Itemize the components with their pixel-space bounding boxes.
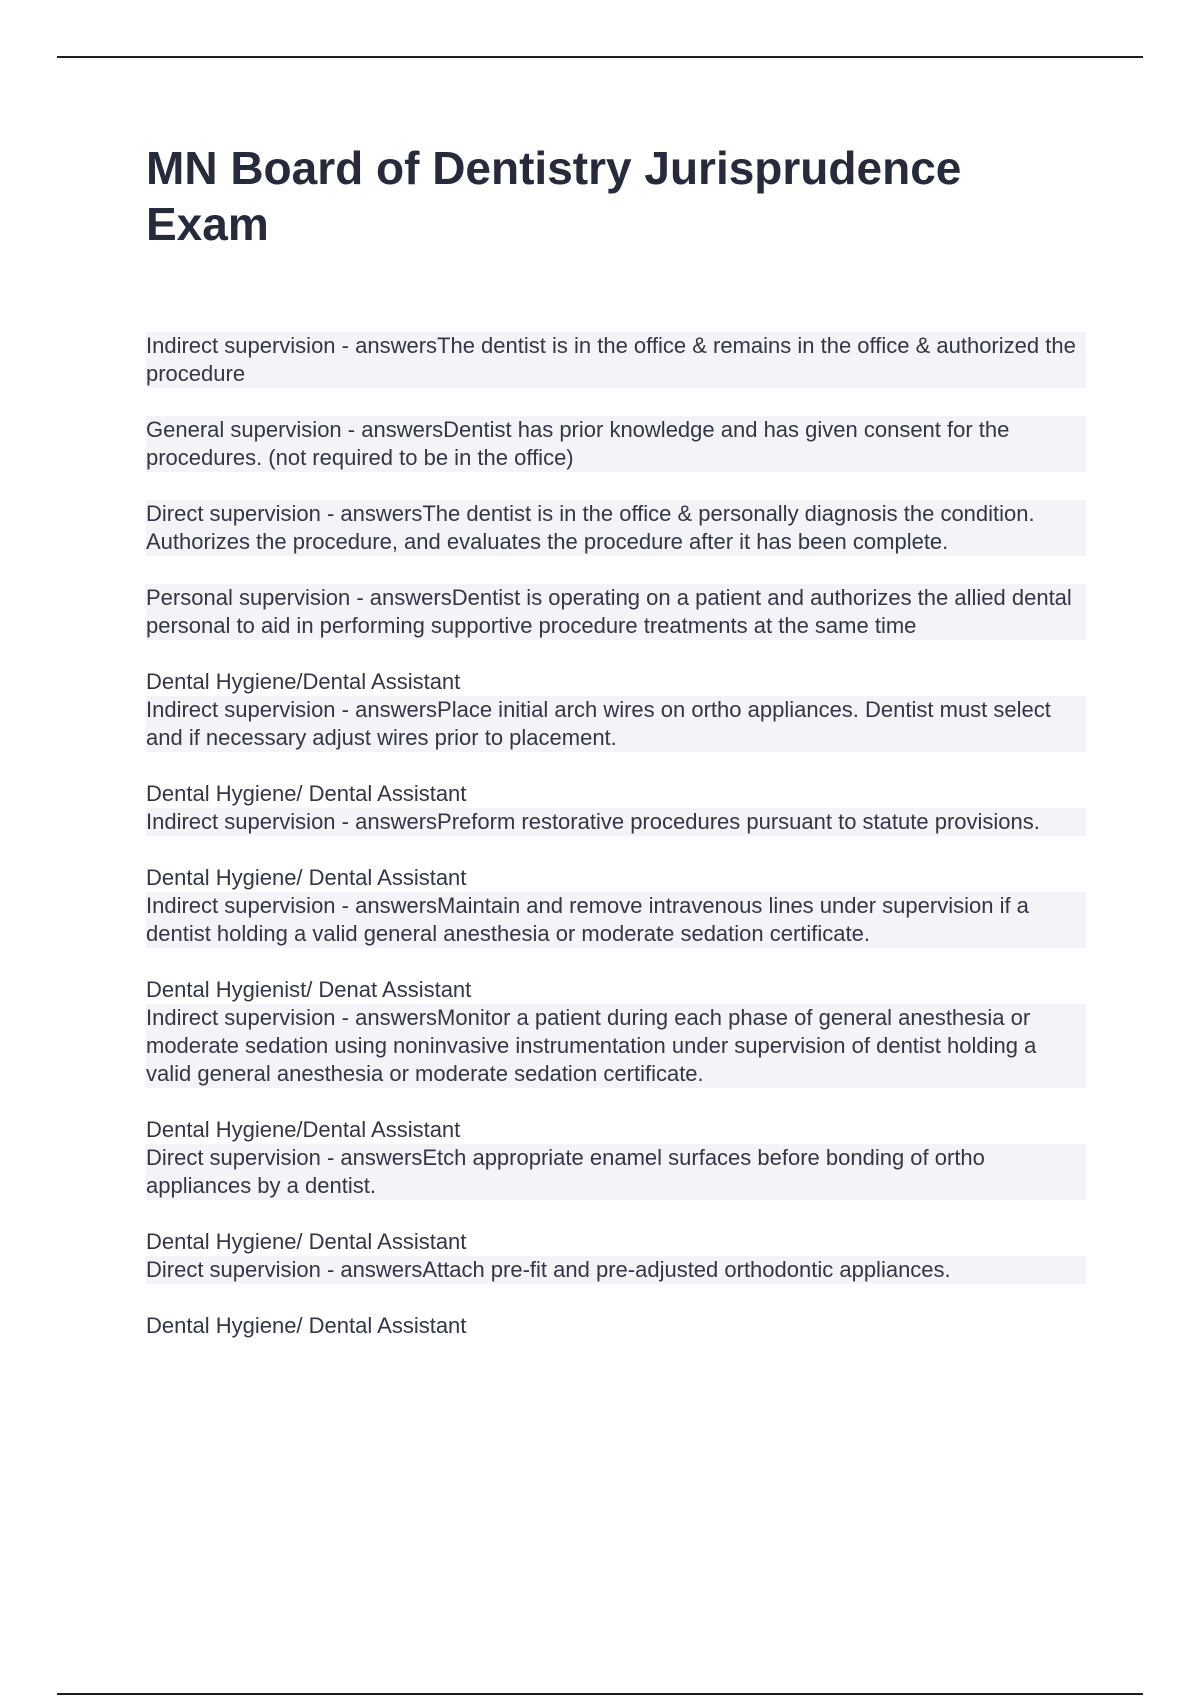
entry-answer: Etch appropriate enamel surfaces before bonding of ortho appliances by a dentist. [146,1145,985,1198]
entry-term: Personal supervision [146,585,351,610]
top-rule [57,56,1143,58]
entry-text [146,696,1086,752]
flashcard-entry [146,500,1086,556]
document-body [146,140,1086,1368]
entry-separator: - answers [335,333,438,358]
entry-answer: Maintain and remove intravenous lines under supervision if a dentist holding a valid general anesthesia or moderate sedation certificate. [146,893,1029,946]
flashcard-list [146,332,1086,1340]
entry-answer: Dentist is operating on a patient and authorizes the allied dental personal to aid in performing supportive procedure treatments at the same time [146,585,1072,638]
bottom-rule [57,1693,1143,1695]
entry-separator: - answers [320,1257,423,1282]
entry-heading: Dental Hygiene/Dental Assistant [146,1117,461,1142]
entry-answer: Monitor a patient during each phase of general anesthesia or moderate sedation using noninvasive instrumentation under supervision of dentist holding a valid general anesthesia or moderate sedation certificate. [146,1005,1037,1086]
entry-term: Indirect supervision [146,1005,336,1030]
flashcard-entry [146,1312,1086,1340]
flashcard-entry [146,584,1086,640]
entry-text [146,892,1086,948]
flashcard-entry [146,416,1086,472]
entry-answer: Place initial arch wires on ortho appliances. Dentist must select and if necessary adjust wires prior to placement. [146,697,1051,750]
entry-text [146,1004,1086,1088]
entry-term: Direct supervision [146,1145,321,1170]
entry-text [146,500,1086,556]
entry-answer: Preform restorative procedures pursuant to statute provisions. [437,809,1040,834]
entry-term: Direct supervision [146,501,321,526]
entry-heading: Dental Hygiene/ Dental Assistant [146,781,467,806]
flashcard-entry [146,780,1086,836]
entry-heading: Dental Hygiene/ Dental Assistant [146,1229,467,1254]
entry-term: Direct supervision [146,1257,321,1282]
entry-term: Indirect supervision [146,809,336,834]
entry-heading: Dental Hygiene/ Dental Assistant [146,1313,467,1338]
flashcard-entry [146,668,1086,752]
entry-answer: The dentist is in the office & remains in the office & authorized the procedure [146,333,1076,386]
entry-text [146,1256,1086,1284]
flashcard-entry [146,1228,1086,1284]
entry-term: Indirect supervision [146,893,336,918]
flashcard-entry [146,976,1086,1088]
entry-answer: Attach pre-fit and pre-adjusted orthodontic appliances. [422,1257,951,1282]
entry-heading: Dental Hygienist/ Denat Assistant [146,977,472,1002]
entry-heading: Dental Hygiene/Dental Assistant [146,669,461,694]
flashcard-entry [146,1116,1086,1200]
entry-separator: - answers [335,697,438,722]
entry-separator: - answers [320,501,423,526]
flashcard-entry [146,864,1086,948]
entry-separator: - answers [320,1145,423,1170]
entry-answer: Dentist has prior knowledge and has given consent for the procedures. (not required to be in the office) [146,417,1010,470]
entry-separator: - answers [335,893,438,918]
entry-separator: - answers [335,809,438,834]
entry-term: Indirect supervision [146,697,336,722]
entry-term: General supervision [146,417,342,442]
entry-heading: Dental Hygiene/ Dental Assistant [146,865,467,890]
flashcard-entry [146,332,1086,388]
entry-text [146,584,1086,640]
page-title: MN Board of Dentistry Jurisprudence Exam [146,142,962,250]
entry-term: Indirect supervision [146,333,336,358]
entry-text [146,1144,1086,1200]
entry-separator: - answers [341,417,444,442]
entry-text [146,808,1086,836]
entry-separator: - answers [335,1005,438,1030]
entry-separator: - answers [350,585,452,610]
entry-answer: The dentist is in the office & personally diagnosis the condition. Authorizes the procedure, and evaluates the procedure after it has been complete. [146,501,1035,554]
entry-text [146,332,1086,388]
entry-text [146,416,1086,472]
